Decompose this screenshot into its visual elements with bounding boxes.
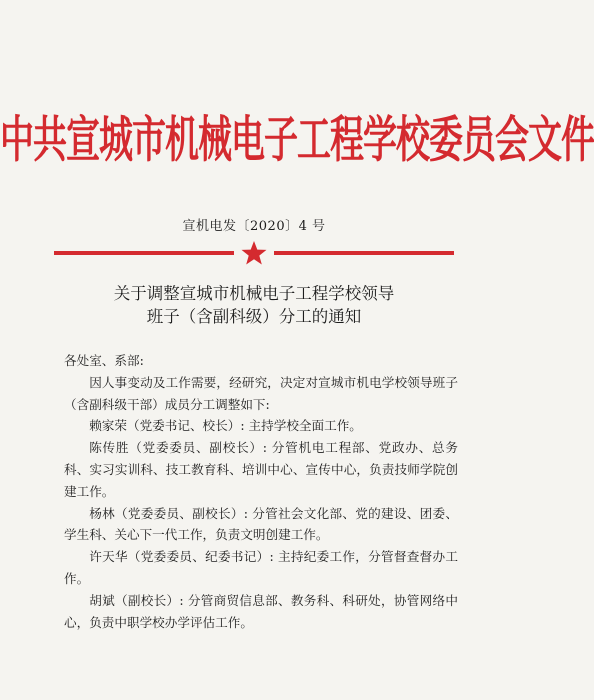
paragraph-duty-chen: 陈传胜（党委委员、副校长）: 分管机电工程部、党政办、总务科、实习实训科、技工教育科、培训中心、宣传中心，负责技师学院创建工作。 bbox=[64, 440, 458, 499]
document-number: 宣机电发〔2020〕4 号 bbox=[182, 219, 326, 234]
paragraph-duty-hu: 胡斌（副校长）: 分管商贸信息部、教务科、科研处，协管网络中心，负责中职学校办学评估工作。 bbox=[64, 592, 458, 630]
red-star-icon bbox=[240, 240, 268, 266]
paragraph-intro: 因人事变动及工作需要，经研究，决定对宣城市机电学校领导班子（含副科级干部）成员分工调整如下: bbox=[64, 374, 458, 412]
notice-title-line-1: 关于调整宣城市机械电子工程学校领导 bbox=[113, 284, 395, 303]
red-divider bbox=[54, 240, 454, 268]
salutation: 各处室、系部: bbox=[64, 353, 144, 368]
notice-body bbox=[64, 350, 458, 633]
divider-line-left bbox=[54, 251, 234, 255]
paragraph-duty-lai: 赖家荣（党委书记、校长）: 主持学校全面工作。 bbox=[89, 418, 362, 434]
divider-line-right bbox=[274, 251, 454, 255]
notice-title-line-2: 班子（含副科级）分工的通知 bbox=[146, 307, 362, 326]
paragraph-duty-xu: 许天华（党委委员、纪委书记）: 主持纪委工作，分管督查督办工作。 bbox=[64, 549, 458, 586]
document-masthead: 中共宣城市机械电子工程学校委员会文件 bbox=[0, 111, 594, 170]
paragraph-duty-yang: 杨林（党委委员、副校长）: 分管社会文化部、党的建设、团委、学生科、关心下一代工作，负责文明创建工作。 bbox=[64, 505, 458, 543]
notice-title bbox=[0, 282, 508, 328]
